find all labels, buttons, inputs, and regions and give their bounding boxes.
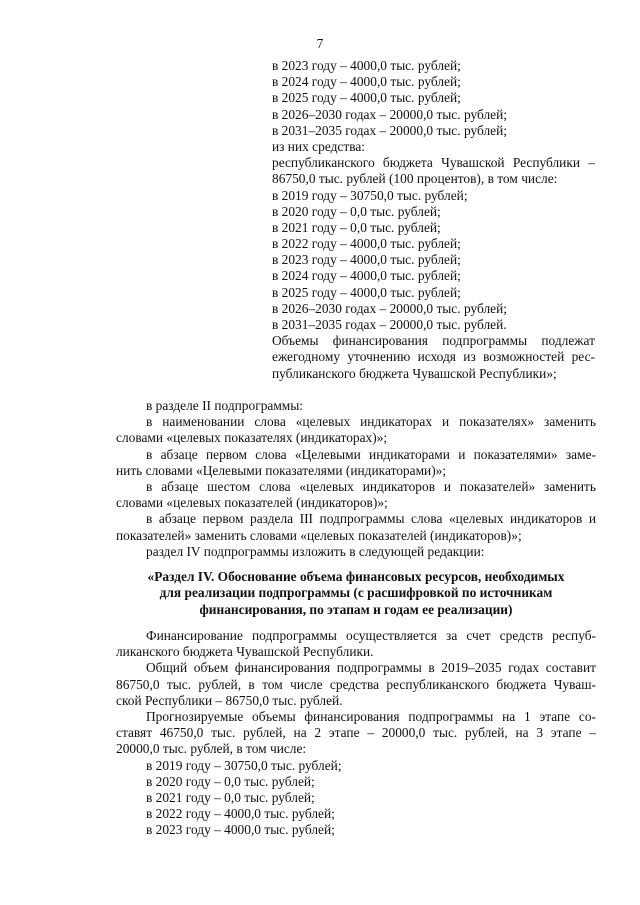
text-line: показателей» заменить словами «целевых показателей (индикаторов)»; [116,527,522,543]
text-line: в 2031–2035 годах – 20000,0 тыс. рублей. [272,317,507,332]
text-line: в 2020 году – 0,0 тыс. рублей; [146,773,315,789]
text-line: в 2022 году – 4000,0 тыс. рублей; [146,806,335,822]
text-line: в 2024 году – 4000,0 тыс. рублей; [272,268,461,284]
text-line: 86750,0 тыс. рублей (100 процентов), в том числе: [272,171,558,187]
text-line: 86750,0 тыс. рублей, в том числе средства республиканского бюджета Чуваш- [116,676,596,692]
section-body [116,628,596,838]
text-line: ликанского бюджета Чувашской Республики. [116,644,374,660]
text-line: Общий объем финансирования подпрограммы в 2019–2035 годах составит [146,660,596,676]
page-number: 7 [316,36,324,51]
text-line: в 2023 году – 4000,0 тыс. рублей; [146,822,335,838]
text-line: в разделе II подпрограммы: [146,398,303,413]
text-line: нить словами «Целевыми показателями (индикаторами)»; [116,462,447,478]
text-line: публиканского бюджета Чувашской Республики»; [272,365,557,381]
text-line: ежегодному уточнению исходя из возможностей рес- [272,349,595,365]
text-line: в 2025 году – 4000,0 тыс. рублей; [272,284,461,300]
section-heading [116,569,596,618]
text-line: в 2019 году – 30750,0 тыс. рублей; [272,187,468,203]
text-line: словами «целевых показателях (индикаторах)»; [116,430,388,446]
text-line: в 2020 году – 0,0 тыс. рублей; [272,203,441,219]
text-line: в наименовании слова «целевых индикаторах и показателях» заменить [146,414,596,430]
text-line: раздел IV подпрограммы изложить в следующей редакции: [146,543,485,559]
text-line: в 2026–2030 годах – 20000,0 тыс. рублей; [272,300,507,316]
amendments-block [116,398,596,560]
text-line: 20000,0 тыс. рублей, в том числе: [116,741,307,757]
text-line: Объемы финансирования подпрограммы подлежат [272,333,595,349]
text-line: Финансирование подпрограммы осуществляется за счет средств респуб- [146,628,596,643]
funding-summary-block [272,58,595,382]
text-line: словами «целевых показателей (индикаторов)»; [116,495,388,511]
text-line: в 2026–2030 годах – 20000,0 тыс. рублей; [272,106,507,122]
text-line: ставят 46750,0 тыс. рублей, на 2 этапе – 20000,0 тыс. рублей, на 3 этапе – [116,725,596,741]
text-line: в 2022 году – 4000,0 тыс. рублей; [272,236,461,252]
heading-line: «Раздел IV. Обоснование объема финансовых ресурсов, необходимых [147,569,565,584]
text-line: республиканского бюджета Чувашской Республики – [272,155,595,171]
text-line: в 2031–2035 годах – 20000,0 тыс. рублей; [272,122,507,138]
text-line: в 2025 году – 4000,0 тыс. рублей; [272,90,461,106]
text-line: в 2021 году – 0,0 тыс. рублей; [146,789,315,805]
text-line: в 2023 году – 4000,0 тыс. рублей; [272,58,461,73]
text-line: в абзаце первом слова «Целевыми индикаторами и показателями» заме- [146,446,596,462]
text-line: в абзаце первом раздела III подпрограммы слова «целевых индикаторов и [146,511,596,527]
text-line: в 2024 году – 4000,0 тыс. рублей; [272,74,461,90]
heading-line: финансирования, по этапам и годам ее реализации) [199,601,513,617]
text-line: в 2021 году – 0,0 тыс. рублей; [272,219,441,235]
text-line: в абзаце шестом слова «целевых индикаторов и показателей» заменить [146,478,596,494]
text-line: в 2023 году – 4000,0 тыс. рублей; [272,252,461,268]
text-line: Прогнозируемые объемы финансирования подпрограммы на 1 этапе со- [146,708,596,724]
text-line: в 2019 году – 30750,0 тыс. рублей; [146,757,342,773]
heading-line: для реализации подпрограммы (с расшифровкой по источникам [159,585,553,601]
text-line: из них средства: [272,138,366,154]
text-line: ской Республики – 86750,0 тыс. рублей. [116,692,343,708]
